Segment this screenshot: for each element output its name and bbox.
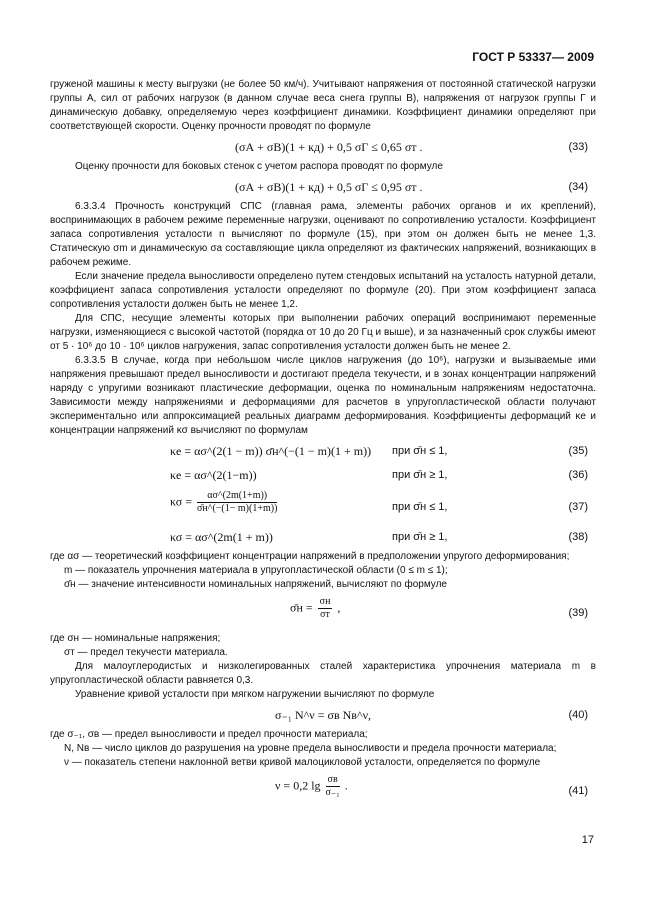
where-clause: где σн — номинальные напряжения; <box>50 633 221 644</box>
where-clause: σт — предел текучести материала. <box>64 647 228 658</box>
where-clause: где ασ — теоретический коэффициент концентрации напряжений в предположении упругого деформирования; <box>50 551 570 562</box>
formula-36 <box>50 464 596 486</box>
formula-tail: , <box>337 600 341 615</box>
formula-number: (33) <box>568 141 588 153</box>
paragraph: Оценку прочности для боковых стенок с учетом распора проводят по формуле <box>75 161 443 172</box>
where-clause: ν — показатель степени наклонной ветви кривой малоцикловой усталости, определяется по формуле <box>64 757 541 768</box>
paragraph: Если значение предела выносливости определено путем стендовых испытаний на усталость натурной детали, коэффициент запаса сопротивления усталости определяют по формуле (20). При этом коэффициент запаса сопротивления усталости должен быть не менее 1,2. <box>50 271 596 310</box>
formula-expression: (σА + σВ)(1 + кд) + 0,5 σГ ≤ 0,65 σт . <box>235 140 423 154</box>
fraction-denominator: σт <box>320 609 330 620</box>
formula-number: (41) <box>568 785 588 797</box>
fraction-numerator: σв <box>326 774 340 787</box>
formula-expression <box>290 596 340 621</box>
paragraph: груженой машины к месту выгрузки (не более 50 км/ч). Учитывают напряжения от постоянной статической нагрузки группы А, сил от рабочих нагрузок (в данном случае веса снега группы В), напряжения от нагрузок группы Г и динамическую добавку, определяемую через коэффициент динамики. Коэффициент динамики определяют при соответствующей скорости. Оценку прочности проводят по формуле <box>50 79 596 132</box>
paragraph: 6.3.3.4 Прочность конструкций СПС (главная рама, элементы рабочих органов и их креплений), воспринимающих в рабочем режиме переменные нагрузки, оценивают по сопротивлению усталости. Коэффициент запаса сопротивления усталости n вычисляют по формуле (15), при этом он должен быть не менее 1,3. Статическую σm и динамическую σa составляющие цикла определяют из фактических напряжений, возникающих в рабочем режиме. <box>50 201 596 268</box>
formula-number: (39) <box>568 607 588 619</box>
paragraph: 6.3.3.5 В случае, когда при небольшом числе циклов нагружения (до 10⁶), нагрузки и вызываемые ими напряжения превышают предел выносливости и достигают предела текучести, и в зонах концентрации напряжений наряду с упругими возникают пластические деформации, оценка по номинальным напряжениям недостаточна. Зависимости между напряжениями и деформациями для расчетов в упругопластической области получают экспериментально или аппроксимацией реальных диаграмм деформирования. Коэффициенты деформаций κe и концентрации напряжений κσ вычисляют по формулам <box>50 355 596 436</box>
where-clause: m — показатель упрочнения материала в упругопластической области (0 ≤ m ≤ 1); <box>64 565 448 576</box>
where-clause: где σ₋₁, σв — предел выносливости и предел прочности материала; <box>50 729 368 740</box>
formula-condition: при σ̄н ≤ 1, <box>392 445 448 457</box>
formula-number: (34) <box>568 181 588 193</box>
formula-condition: при σ̄н ≥ 1, <box>392 531 448 543</box>
formula-expression: κσ = ασ^(2m(1 + m)) <box>170 530 273 544</box>
where-clause: N, Nв — число циклов до разрушения на уровне предела выносливости и предела прочности материала; <box>64 743 557 754</box>
formula-41 <box>50 772 596 808</box>
formula-37 <box>50 488 596 524</box>
formula-condition: при σ̄н ≤ 1, <box>392 501 448 513</box>
paragraph: Для СПС, несущие элементы которых при выполнении рабочих операций воспринимают переменные нагрузки, изменяющиеся с высокой частотой (порядка от 10 до 20 Гц и выше), и за назначенный срок службы имеют от 5 · 10⁶ до 10 · 10⁶ циклов нагружения, запас сопротивления усталости должен быть не менее 2. <box>50 313 596 352</box>
formula-number: (35) <box>568 445 588 457</box>
formula-lhs: σ̄н = <box>290 600 313 615</box>
paragraph: Уравнение кривой усталости при мягком нагружении вычисляют по формуле <box>75 689 435 700</box>
formula-expression: σ₋₁ N^ν = σв Nв^ν, <box>275 708 371 722</box>
formula-lhs: ν = 0,2 lg <box>275 778 321 793</box>
fraction-denominator: σ₋₁ <box>325 787 340 798</box>
formula-35 <box>50 440 596 462</box>
formula-expression: κe = ασ^(2(1 − m)) σ̄н^(−(1 − m)(1 + m)) <box>170 444 372 458</box>
formula-38 <box>50 526 596 548</box>
formula-expression: κe = ασ^(2(1−m)) <box>170 468 257 482</box>
formula-number: (38) <box>568 531 588 543</box>
where-clause: σ̄н — значение интенсивности номинальных напряжений, вычисляют по формуле <box>64 579 447 590</box>
formula-expression: (σА + σВ)(1 + кд) + 0,5 σГ ≤ 0,95 σт . <box>235 180 423 194</box>
formula-lhs: κσ = <box>170 494 193 509</box>
fraction-numerator: ασ^(2m(1+m)) <box>197 490 277 503</box>
fraction <box>326 774 340 799</box>
formula-expression <box>170 490 279 515</box>
fraction-numerator: σн <box>319 596 331 607</box>
formula-expression <box>275 774 348 799</box>
formula-tail: . <box>344 778 348 793</box>
page-number: 17 <box>581 834 594 846</box>
formula-34 <box>50 176 596 198</box>
body-text <box>50 78 596 810</box>
fraction <box>318 596 333 621</box>
formula-40 <box>50 704 596 726</box>
formula-39 <box>50 594 596 630</box>
formula-number: (36) <box>568 469 588 481</box>
formula-33 <box>50 136 596 158</box>
standard-header: ГОСТ Р 53337— 2009 <box>472 50 594 64</box>
paragraph: Для малоуглеродистых и низколегированных сталей характеристика упрочнения материала m в упругопластической области равняется 0,3. <box>50 661 596 686</box>
fraction <box>197 490 277 515</box>
formula-number: (40) <box>568 709 588 721</box>
formula-number: (37) <box>568 501 588 513</box>
fraction-denominator: σ̄н^(−(1− m)(1+m)) <box>197 503 278 514</box>
formula-condition: при σ̄н ≥ 1, <box>392 469 448 481</box>
